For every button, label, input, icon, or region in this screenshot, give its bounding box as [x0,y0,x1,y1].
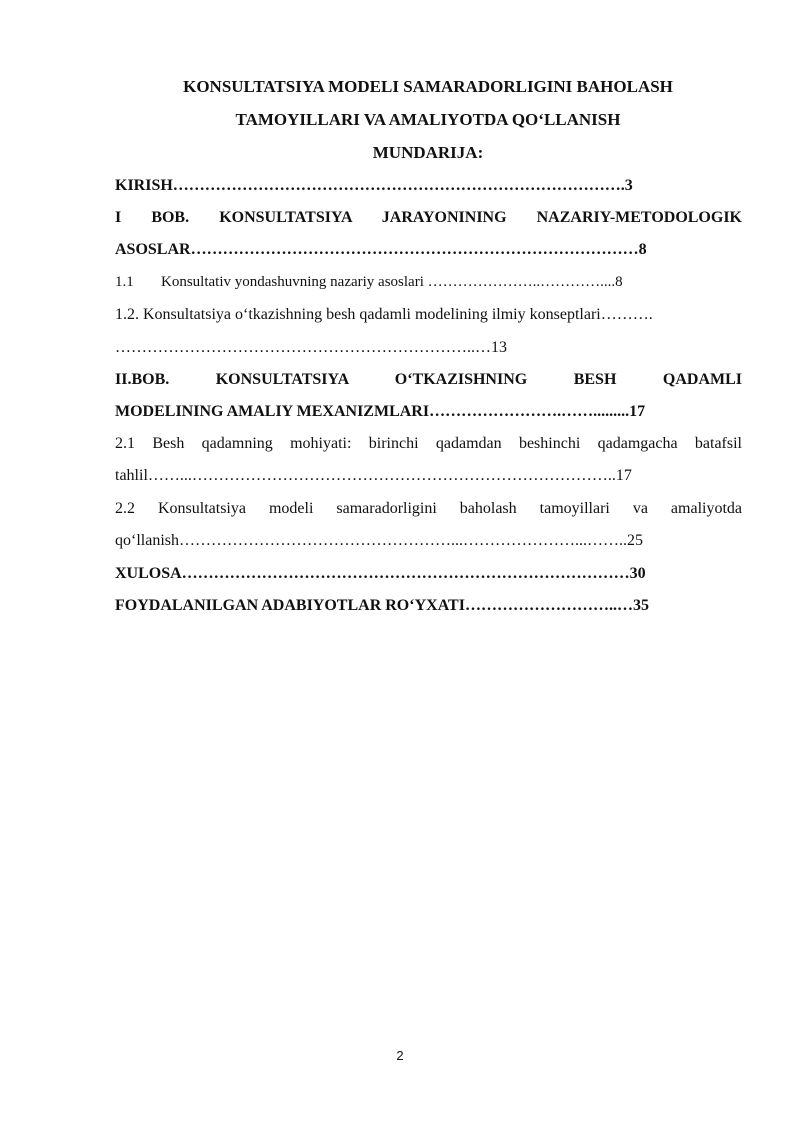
toc-entry-chapter-1-line-1[interactable]: I BOB. KONSULTATSIYA JARAYONINING NAZARIY-METODOLOGIK [115,209,742,226]
toc-entry-section-2-1-line-1[interactable]: 2.1 Besh qadamning mohiyati: birinchi qadamdan beshinchi qadamgacha batafsil [115,435,742,452]
section-number: 1.1 [115,274,134,290]
toc-entry-chapter-1-line-2[interactable]: ASOSLAR…………………………………………………………………………8 [115,241,647,258]
toc-entry-section-2-1-line-2[interactable]: tahlil……...……………………………………………………………………..17 [115,467,632,484]
toc-entry-section-2-2-line-2[interactable]: qo‘llanish……………………………………………...…………………...……..25 [115,532,643,549]
contents-heading: MUNDARIJA: [372,143,484,162]
toc-entry-section-2-2-line-1[interactable]: 2.2 Konsultatsiya modeli samaradorligini baholash tamoyillari va amaliyotda [115,500,742,517]
toc-entry-kirish[interactable]: KIRISH………………………………………………………………………….3 [115,177,633,194]
toc-entry-section-1-2-line-1[interactable]: 1.2. Konsultatsiya o‘tkazishning besh qadamli modelining ilmiy konseptlari………. [115,306,653,323]
page-number: 2 [396,1048,404,1063]
toc-entry-section-1-1[interactable] [115,272,742,292]
toc-entry-chapter-2-line-1[interactable]: II.BOB. KONSULTATSIYA O‘TKAZISHNING BESH QADAMLI [115,371,742,388]
section-title: Konsultativ yondashuvning nazariy asoslari …………………..…………....8 [161,274,623,290]
toc-entry-xulosa[interactable]: XULOSA…………………………………………………………………………30 [115,565,646,582]
document-title-line-2: TAMOYILLARI VA AMALIYOTDA QO‘LLANISH [235,110,621,129]
toc-entry-chapter-2-line-2[interactable]: MODELINING AMALIY MEXANIZMLARI…………………….…….........17 [115,403,646,420]
toc-entry-section-1-2-line-2[interactable]: …………………………………………………………..…13 [115,339,507,356]
toc-entry-references[interactable]: FOYDALANILGAN ADABIYOTLAR RO‘YXATI………………………..…35 [115,597,649,614]
document-title-line-1: KONSULTATSIYA MODELI SAMARADORLIGINI BAHOLASH [183,77,673,96]
